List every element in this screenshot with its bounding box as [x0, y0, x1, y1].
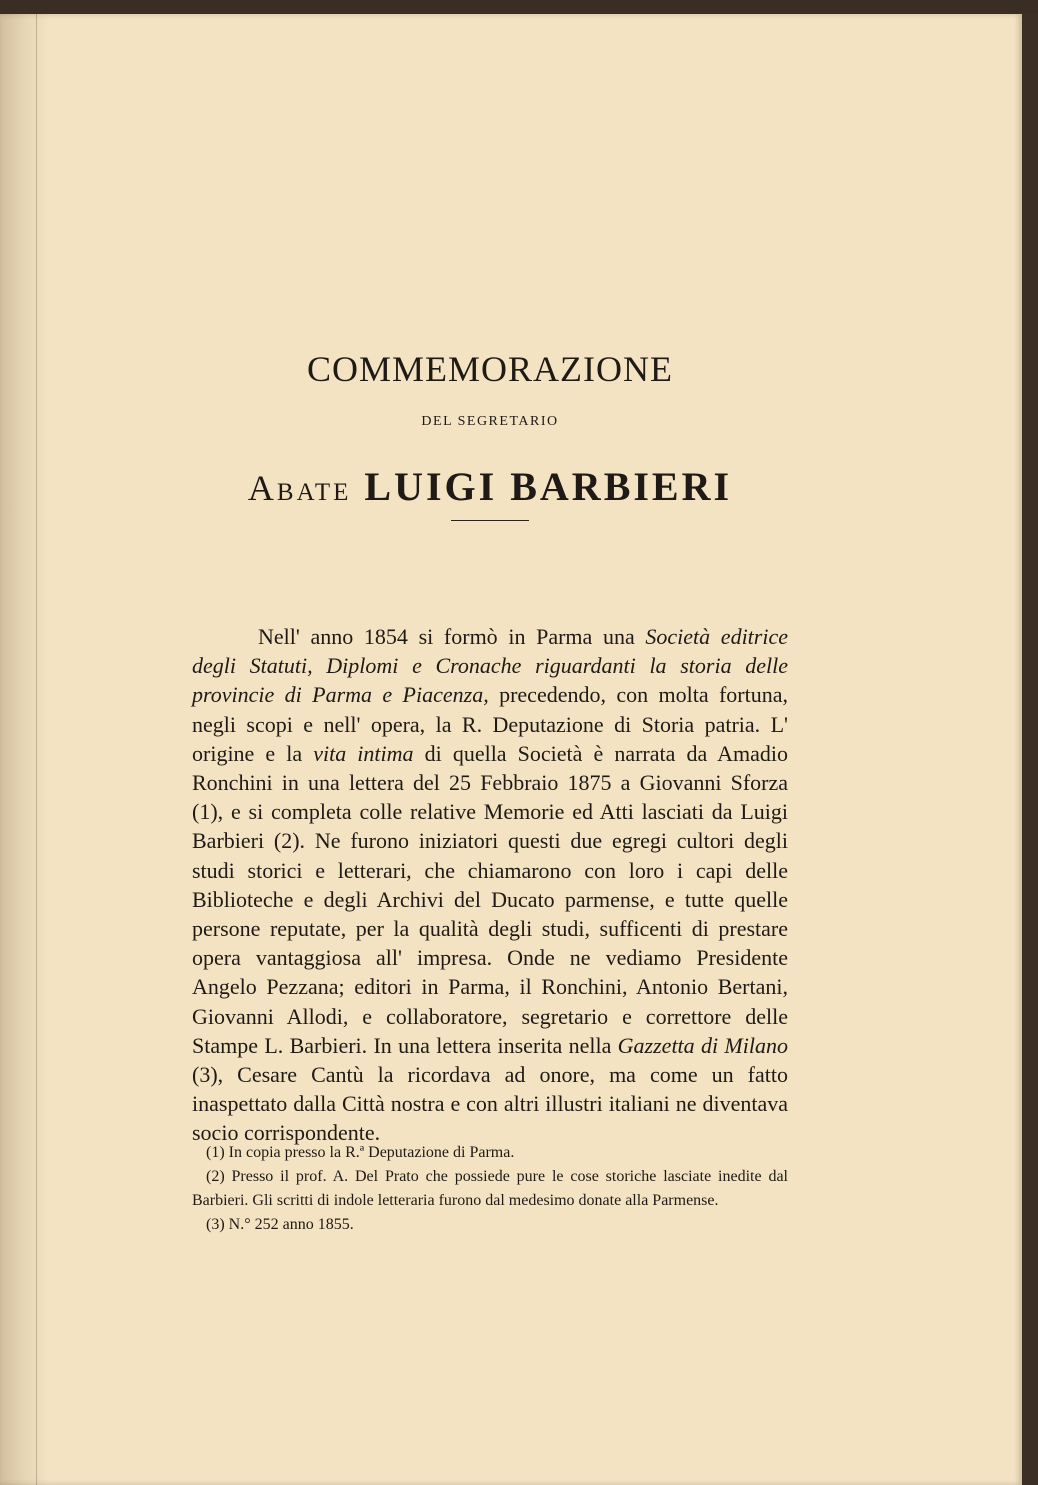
text-run: Nell' anno 1854 si formò in Parma una	[258, 624, 646, 649]
text-run-italic: Gazzetta di Milano	[617, 1032, 788, 1058]
footnote-2: (2) Presso il prof. A. Del Prato che possiede pure le cose storiche lasciate inedite dal Barbieri. Gli scritti di indole letteraria furono dal medesimo donate alla Parmense.	[192, 1168, 788, 1209]
text-run-italic: vita intima	[313, 740, 414, 766]
text-run: precedendo, con molta fortuna, negli scopi e nell' opera, la R. Deputazione di Storia patria. L' origine e la	[192, 682, 789, 766]
scan-frame-top	[0, 0, 1038, 14]
author-name-heading	[0, 463, 980, 510]
subtitle: DEL SEGRETARIO	[421, 414, 559, 429]
text-run-italic: Società editrice degli Statuti, Diplomi e Cronache riguardanti la storia delle provincie di Parma e Piacenza,	[192, 624, 788, 708]
paragraph	[192, 622, 788, 1148]
main-paragraph	[192, 622, 788, 1148]
page-gutter	[0, 14, 37, 1485]
name-prefix: Abate	[247, 468, 352, 508]
page-edge	[1022, 14, 1038, 1485]
text-run: di quella Società è narrata da Amadio Ronchini in una lettera del 25 Febbraio 1875 a Giovanni Sforza (1), e si completa colle relative Memorie ed Atti lasciati da Luigi Barbieri (2). Ne furono iniziatori questi due egregi cultori degli studi storici e letterari, che chiamarono con loro i capi delle Biblioteche e degli Archivi del Ducato parmense, e tutte quelle persone reputate, per la qualità degli studi, sufficenti di prestare opera vantaggiosa all' impresa. Onde ne vediamo Presidente Angelo Pezzana; editori in Parma, il Ronchini, Antonio Bertani, Giovanni Allodi, e collaboratore, segretario e correttore delle Stampe L. Barbieri. In una lettera inserita nella	[192, 740, 788, 1058]
footnote-1: (1) In copia presso la R.ª Deputazione di Parma.	[206, 1144, 515, 1161]
footnote-3: (3) N.° 252 anno 1855.	[206, 1216, 354, 1233]
footnotes	[192, 1141, 788, 1237]
heading-rule	[451, 520, 529, 521]
page-title: COMMEMORAZIONE	[306, 349, 673, 389]
name-main: LUIGI BARBIERI	[364, 464, 733, 509]
text-run: (3), Cesare Cantù la ricordava ad onore, ma come un fatto inaspettato dalla Città nostra e con altri illustri italiani ne diventava socio corrispondente.	[192, 1062, 788, 1146]
